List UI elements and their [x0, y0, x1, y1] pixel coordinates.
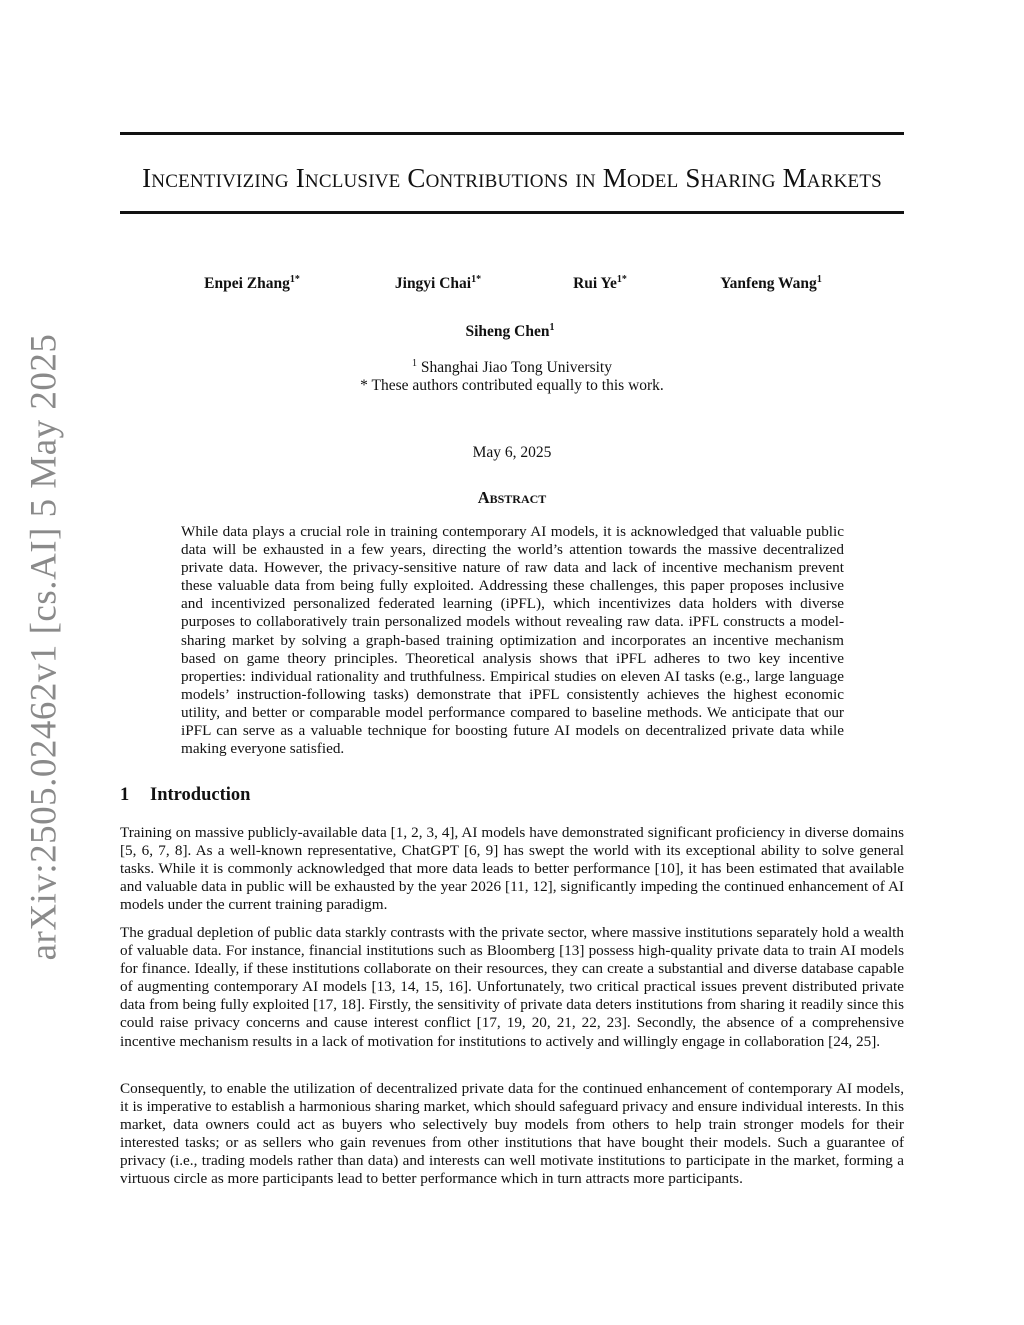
- author-name: Enpei Zhang: [204, 275, 290, 293]
- section-number: 1: [120, 785, 130, 805]
- equal-contribution-note: * These authors contributed equally to this work.: [360, 377, 664, 394]
- abstract-text: While data plays a crucial role in training contemporary AI models, it is acknowledged that valuable public data will be exhausted in a few years, directing the world’s attention towards the massive decentralized private data. However, the privacy-sensitive nature of raw data and lack of incentive mechanism prevent these valuable data from being fully exploited. Addressing these challenges, this paper proposes inclusive and incentivized personalized federated learning (iPFL), which incentivizes data holders with diverse purposes to collaboratively train personalized models without revealing raw data. iPFL constructs a model-sharing market by solving a graph-based training optimization and incorporates an incentive mechanism based on game theory principles. Theoretical analysis shows that iPFL adheres to two key incentive properties: individual rationality and truthfulness. Empirical studies on eleven AI tasks (e.g., large language models’ instruction-following tasks) demonstrate that iPFL consistently achieves the highest economic utility, and better or comparable model performance compared to baseline methods. We anticipate that our iPFL can serve as a valuable technique for boosting future AI models on decentralized private data while making everyone satisfied.: [181, 523, 844, 758]
- author-5: [466, 322, 555, 341]
- author-1: [204, 274, 300, 293]
- intro-paragraph-3: Consequently, to enable the utilization of decentralized private data for the continued enhancement of contemporary AI models, it is imperative to establish a harmonious sharing market, which should safeguard privacy and ensure individual interests. In this market, data owners could act as buyers who selectively buy models from others to help train stronger models for their interested tasks; or as sellers who gain revenues from other institutions that have bought their models. Such a guarantee of privacy (i.e., trading models rather than data) and interests can well motivate institutions to participate in the market, forming a virtuous circle as more participants lead to better performance which in turn attracts more participants.: [120, 1080, 904, 1188]
- author-mark: 1*: [289, 274, 300, 285]
- section-heading: [120, 785, 250, 806]
- title-rule-top: [120, 132, 904, 135]
- author-mark: 1: [816, 274, 822, 285]
- author-name: Jingyi Chai: [394, 275, 472, 293]
- author-mark: 1*: [471, 274, 482, 285]
- author-name: Yanfeng Wang: [720, 275, 817, 293]
- paper-date: May 6, 2025: [472, 444, 552, 461]
- author-3: [573, 274, 627, 293]
- arxiv-identifier-stamp: arXiv:2505.02462v1 [cs.AI] 5 May 2025: [23, 333, 65, 961]
- author-4: [720, 274, 822, 293]
- title-rule-bottom: [120, 211, 904, 214]
- author-name: Rui Ye: [573, 275, 617, 293]
- author-name: Siheng Chen: [465, 323, 550, 341]
- author-2: [395, 274, 481, 293]
- author-mark: 1*: [616, 274, 627, 285]
- section-title: Introduction: [150, 785, 251, 805]
- affiliation-mark: 1: [412, 358, 418, 369]
- author-mark: 1: [549, 322, 555, 333]
- intro-paragraph-1: Training on massive publicly-available data [1, 2, 3, 4], AI models have demonstrated significant proficiency in diverse domains [5, 6, 7, 8]. As a well-known representative, ChatGPT [6, 9] has swept the world with its exceptional ability to solve general tasks. While it is commonly acknowledged that more data leads to better performance [10], it has been estimated that available and valuable data in public will be exhausted by the year 2026 [11, 12], significantly impeding the continued enhancement of AI models under the current training paradigm.: [120, 824, 904, 914]
- abstract-heading: Abstract: [477, 488, 547, 507]
- affiliation: [120, 358, 904, 377]
- paper-title: Incentivizing Inclusive Contributions in Model Sharing Markets: [142, 163, 882, 193]
- affiliation-text: Shanghai Jiao Tong University: [420, 359, 612, 377]
- intro-paragraph-2: The gradual depletion of public data starkly contrasts with the private sector, where massive institutions separately hold a wealth of valuable data. For instance, financial institutions such as Bloomberg [13] possess high-quality private data to train AI models for finance. Ideally, if these institutions collaborate on their resources, they can create a substantial and diverse database capable of augmenting contemporary AI models [13, 14, 15, 16]. Unfortunately, two critical practical issues prevent distributed private data from being fully exploited [17, 18]. Firstly, the sensitivity of private data deters institutions from sharing it readily since this could raise privacy concerns and cause interest conflict [17, 19, 20, 21, 22, 23]. Secondly, the absence of a comprehensive incentive mechanism results in a lack of motivation for institutions to actively and willingly engage in collaboration [24, 25].: [120, 924, 904, 1050]
